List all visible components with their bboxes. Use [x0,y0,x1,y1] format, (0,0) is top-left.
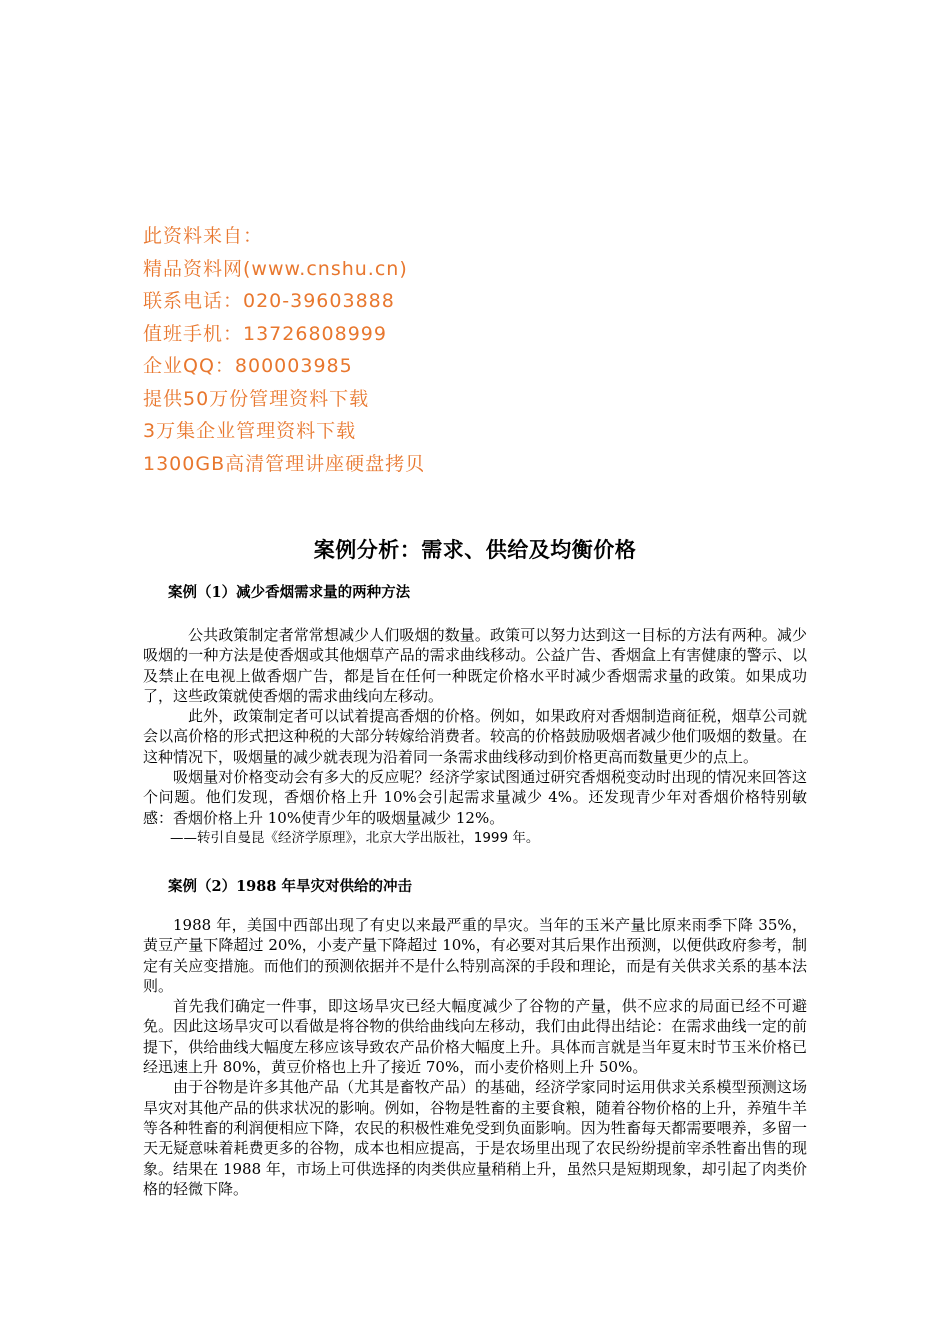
case-1-body [143,625,807,849]
case-1-paragraph-3: 吸烟量对价格变动会有多大的反应呢？经济学家试图通过研究香烟税变动时出现的情况来回答这个问题。他们发现，香烟价格上升 10%会引起需求量减少 4%。还发现青少年对香烟价格特别敏感：香烟价格上升 10%使青少年的吸烟量减少 12%。 [143,768,807,827]
source-line-offer-3: 1300GB高清管理讲座硬盘拷贝 [143,452,426,475]
source-line-qq: 企业QQ：800003985 [143,355,353,377]
source-line-website: 精品资料网(www.cnshu.cn) [143,257,408,280]
case-1-heading: 案例（1）减少香烟需求量的两种方法 [168,584,411,601]
source-line-mobile: 值班手机：13726808999 [143,322,387,345]
case-2-paragraph-3: 由于谷物是许多其他产品（尤其是畜牧产品）的基础，经济学家同时运用供求关系模型预测这场旱灾对其他产品的供求状况的影响。例如，谷物是牲畜的主要食粮，随着谷物价格的上升，养殖牛羊等各种牲畜的利润便相应下降，农民的积极性难免受到负面影响。因为牲畜每天都需要喂养，多留一天无疑意味着耗费更多的谷物，成本也相应提高，于是农场里出现了农民纷纷提前宰杀牲畜出售的现象。结果在 1988 年，市场上可供选择的肉类供应量稍稍上升，虽然只是短期现象，却引起了肉类价格的轻微下降。 [143,1078,807,1198]
case-2-heading: 案例（2）1988 年旱灾对供给的冲击 [168,878,412,895]
case-1-paragraph-2: 此外，政策制定者可以试着提高香烟的价格。例如，如果政府对香烟制造商征税，烟草公司就会以高价格的形式把这种税的大部分转嫁给消费者。较高的价格鼓励吸烟者减少他们吸烟的数量。在这种情况下，吸烟量的减少就表现为沿着同一条需求曲线移动到价格更高而数量更少的点上。 [143,707,807,766]
case-2-paragraph-1: 1988 年，美国中西部出现了有史以来最严重的旱灾。当年的玉米产量比原来雨季下降 35%，黄豆产量下降超过 20%，小麦产量下降超过 10%，有必要对其后果作出预测，以便供政府参考，制定有关应变措施。而他们的预测依据并不是什么特别高深的手段和理论，而是有关供求关系的基本法则。 [143,916,807,995]
source-line-phone: 联系电话：020-39603888 [143,290,395,312]
case-2-paragraph-2: 首先我们确定一件事，即这场旱灾已经大幅度减少了谷物的产量，供不应求的局面已经不可避免。因此这场旱灾可以看做是将谷物的供给曲线向左移动，我们由此得出结论：在需求曲线一定的前提下，供给曲线大幅度左移应该导致农产品价格大幅度上升。具体而言就是当年夏末时节玉米价格已经迅速上升 80%，黄豆价格也上升了接近 70%，而小麦价格则上升 50%。 [143,997,807,1077]
case-1-citation: ——转引自曼昆《经济学原理》，北京大学出版社，1999 年。 [170,829,540,846]
source-info [143,220,743,480]
document-title: 案例分析：需求、供给及均衡价格 [313,537,637,562]
source-line-from: 此资料来自： [143,225,264,247]
case-1-paragraph-1: 公共政策制定者常常想减少人们吸烟的数量。政策可以努力达到这一目标的方法有两种。减少吸烟的一种方法是使香烟或其他烟草产品的需求曲线移动。公益广告、香烟盒上有害健康的警示、以及禁止在电视上做香烟广告，都是旨在任何一种既定价格水平时减少香烟需求量的政策。如果成功了，这些政策就使香烟的需求曲线向左移动。 [143,626,807,705]
source-line-offer-2: 3万集企业管理资料下载 [143,420,357,442]
source-line-offer-1: 提供50万份管理资料下载 [143,387,370,410]
case-2-body [143,915,807,1199]
